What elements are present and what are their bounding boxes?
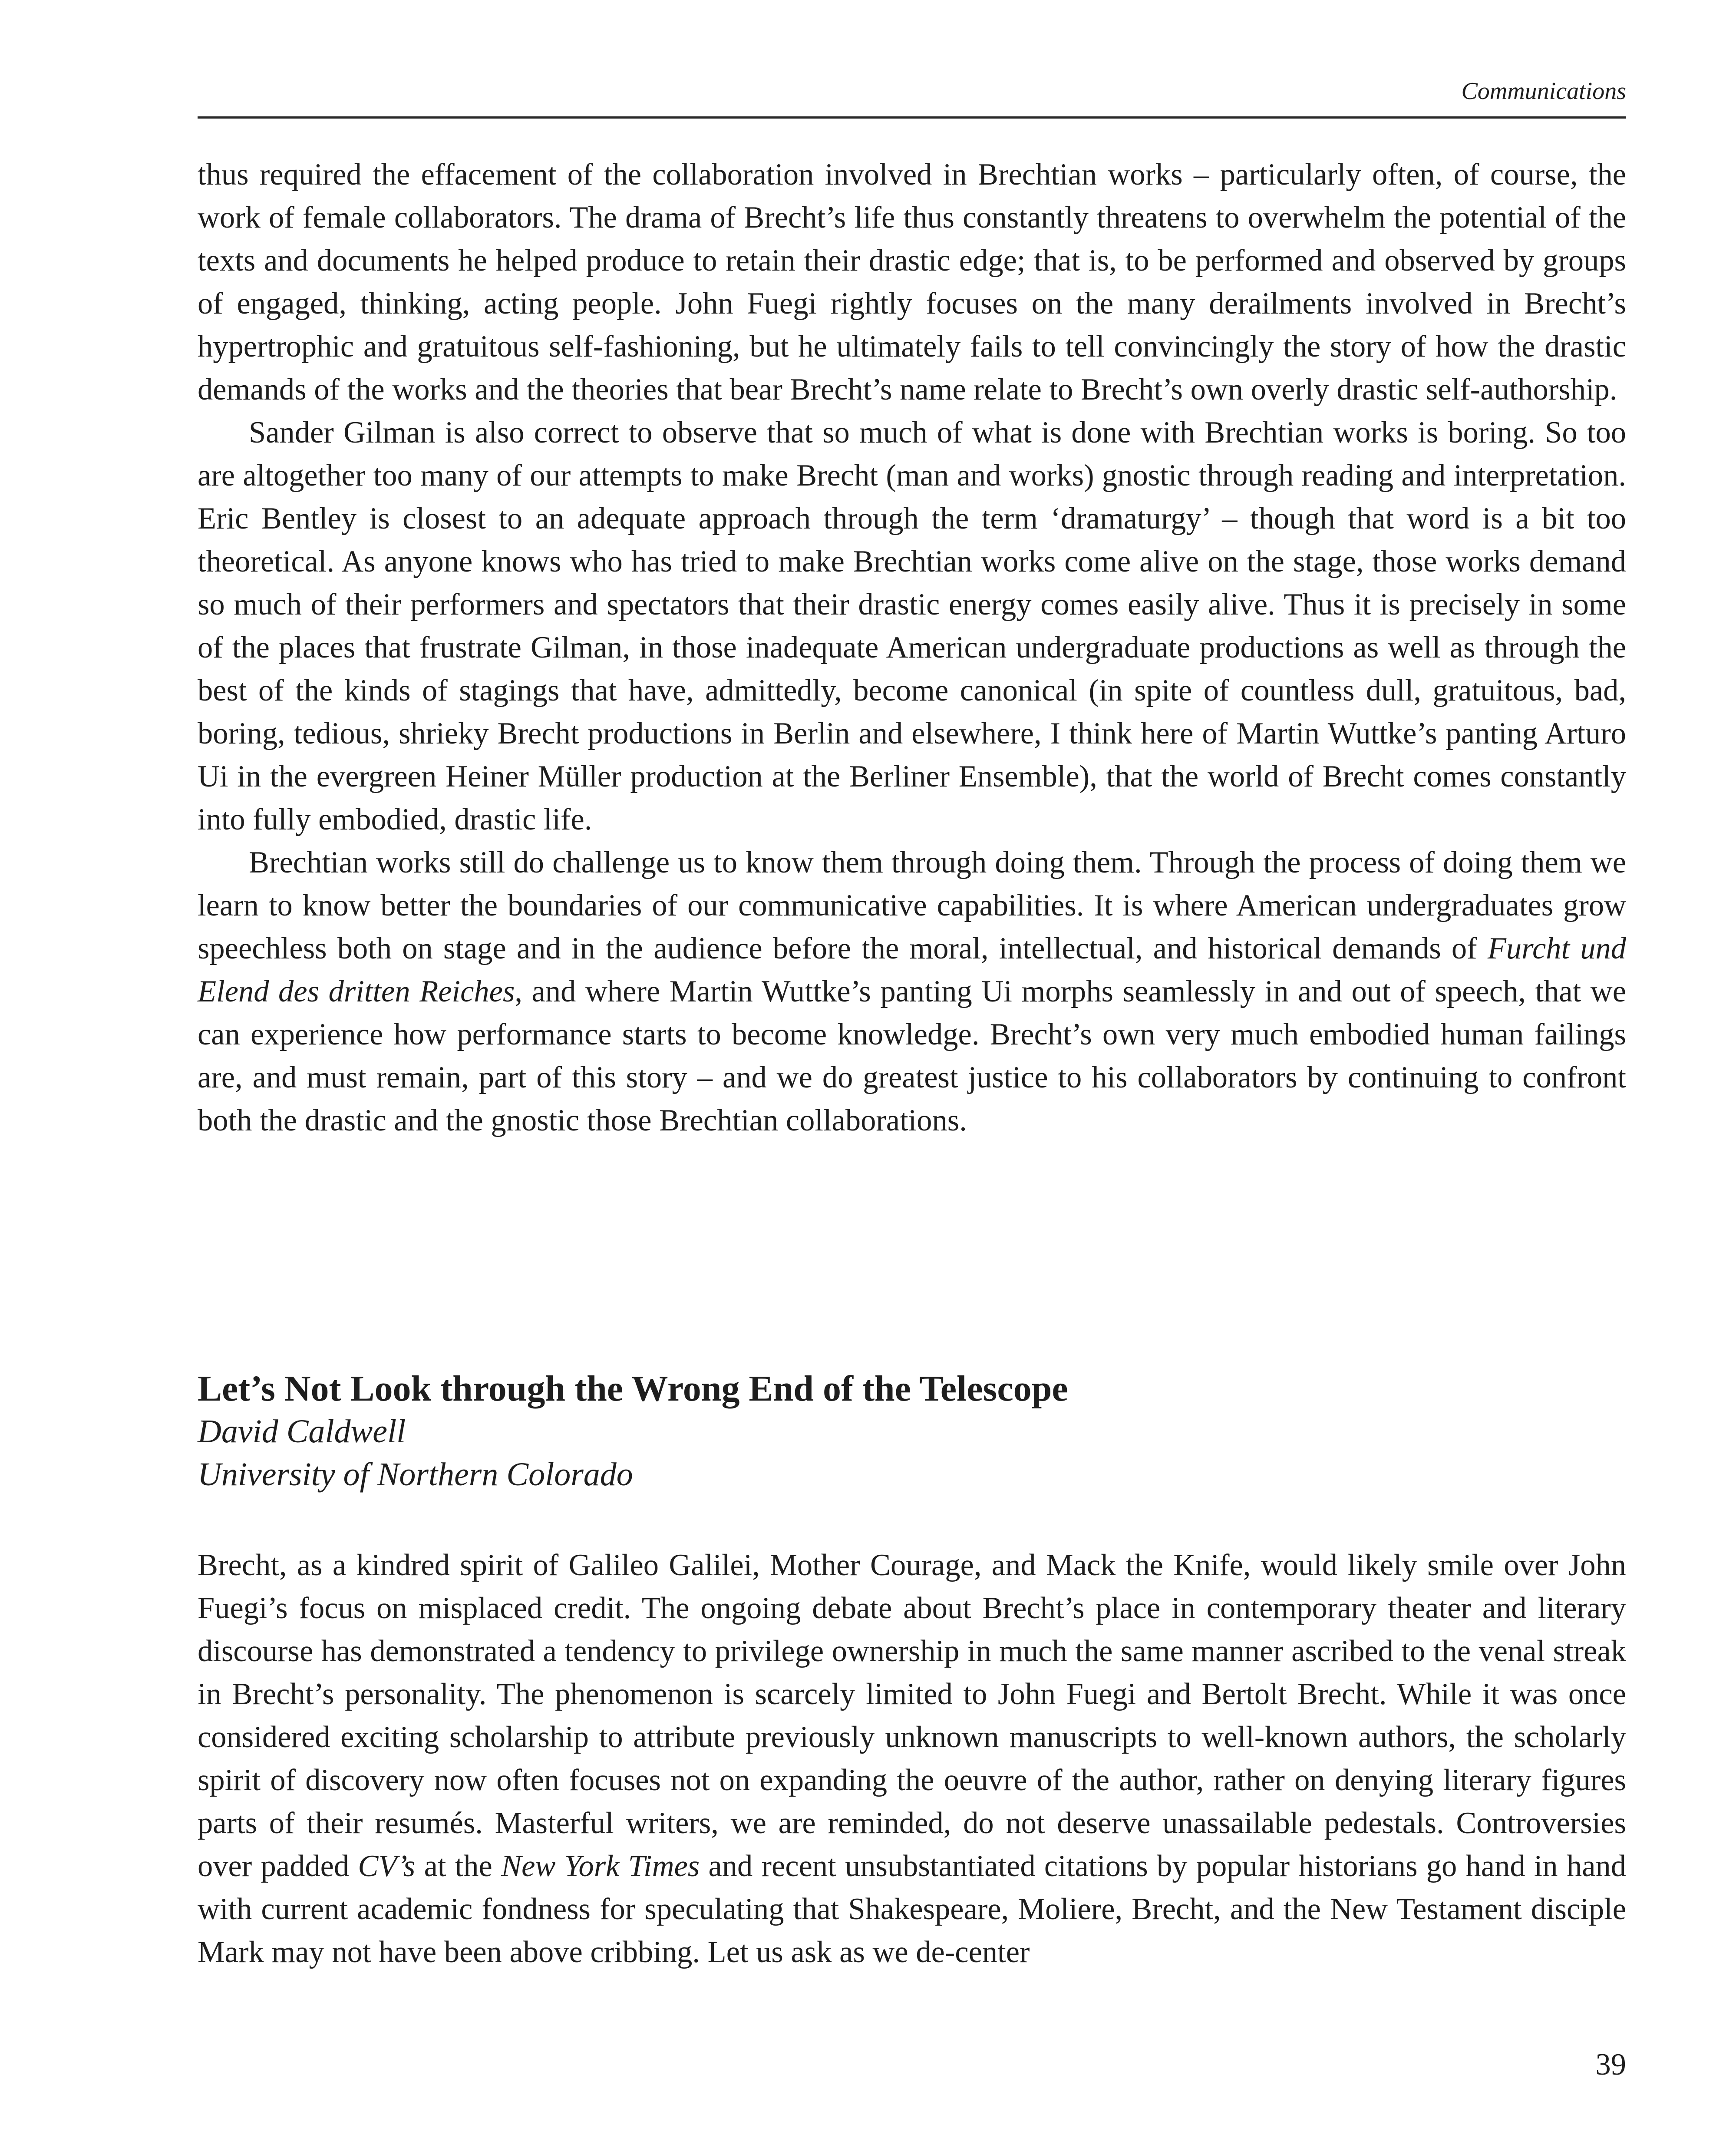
new-article-text	[198, 1544, 1626, 1974]
article-author: David Caldwell	[198, 1413, 406, 1450]
article-heading	[198, 1367, 1626, 1496]
cv-italic: CV’s	[358, 1849, 416, 1883]
paragraph-3	[198, 841, 1626, 1142]
article-affiliation: University of Northern Colorado	[198, 1456, 633, 1493]
continued-article-text	[198, 153, 1626, 1142]
paragraph-4	[198, 1544, 1626, 1974]
paragraph-3-text-b: , and where Martin Wuttke’s panting Ui morphs seamlessly in and out of speech, that we can experience how performance starts to become knowledge. Brecht’s own very much embodied human failings are, and must remain, part of this story – and we do greatest justice to his collaborators by continuing to confront both the drastic and the gnostic those Brechtian collaborations.	[198, 975, 1626, 1137]
paragraph-4-text-b: at the	[415, 1849, 502, 1883]
header-rule	[198, 116, 1626, 119]
article-title: Let’s Not Look through the Wrong End of the Telescope	[198, 1368, 1068, 1409]
play-title: Furcht und Elend des dritten Reiches	[198, 932, 1626, 1008]
paragraph-1: thus required the effacement of the collaboration involved in Brechtian works – particularly often, of course, the work of female collaborators. The drama of Brecht’s life thus constantly threatens to overwhelm the potential of the texts and documents he helped produce to retain their drastic edge; that is, to be performed and observed by groups of engaged, thinking, acting people. John Fuegi rightly focuses on the many derailments involved in Brecht’s hypertrophic and gratuitous self-fashioning, but he ultimately fails to tell convincingly the story of how the drastic demands of the works and the theories that bear Brecht’s name relate to Brecht’s own overly drastic self-authorship.	[198, 158, 1626, 406]
page-number: 39	[1595, 2048, 1626, 2082]
paragraph-3-text-a: Brechtian works still do challenge us to know them through doing them. Through the process of doing them we learn to know better the boundaries of our communicative capabilities. It is where American undergraduates grow speechless both on stage and in the audience before the moral, intellectual, and historical demands of	[198, 846, 1626, 965]
paragraph-4-text-c: and recent unsubstantiated citations by popular historians go hand in hand with current academic fondness for speculating that Shakespeare, Moliere, Brecht, and the New Testament disciple Mark may not have been above cribbing. Let us ask as we de-center	[198, 1849, 1626, 1969]
newspaper-title: New York Times	[501, 1849, 700, 1883]
paragraph-4-text-a: Brecht, as a kindred spirit of Galileo Galilei, Mother Courage, and Mack the Knife, would likely smile over John Fuegi’s focus on misplaced credit. The ongoing debate about Brecht’s place in contemporary theater and literary discourse has demonstrated a tendency to privilege ownership in much the same manner ascribed to the venal streak in Brecht’s personality. The phenomenon is scarcely limited to John Fuegi and Bertolt Brecht. While it was once considered exciting scholarship to attribute previously unknown manuscripts to well-known authors, the scholarly spirit of discovery now often focuses not on expanding the oeuvre of the author, rather on denying literary figures parts of their resumés. Masterful writers, we are reminded, do not deserve unassailable pedestals. Controversies over padded	[198, 1548, 1626, 1883]
running-head: Communications	[1461, 78, 1626, 105]
paragraph-2: Sander Gilman is also correct to observe that so much of what is done with Brechtian works is boring. So too are altogether too many of our attempts to make Brecht (man and works) gnostic through reading and interpretation. Eric Bentley is closest to an adequate approach through the term ‘dramaturgy’ – though that word is a bit too theoretical. As anyone knows who has tried to make Brechtian works come alive on the stage, those works demand so much of their performers and spectators that their drastic energy comes easily alive. Thus it is precisely in some of the places that frustrate Gilman, in those inadequate American undergraduate productions as well as through the best of the kinds of stagings that have, admittedly, become canonical (in spite of countless dull, gratuitous, bad, boring, tedious, shrieky Brecht productions in Berlin and elsewhere, I think here of Martin Wuttke’s panting Arturo Ui in the evergreen Heiner Müller production at the Berliner Ensemble), that the world of Brecht comes constantly into fully embodied, drastic life.	[198, 416, 1626, 836]
